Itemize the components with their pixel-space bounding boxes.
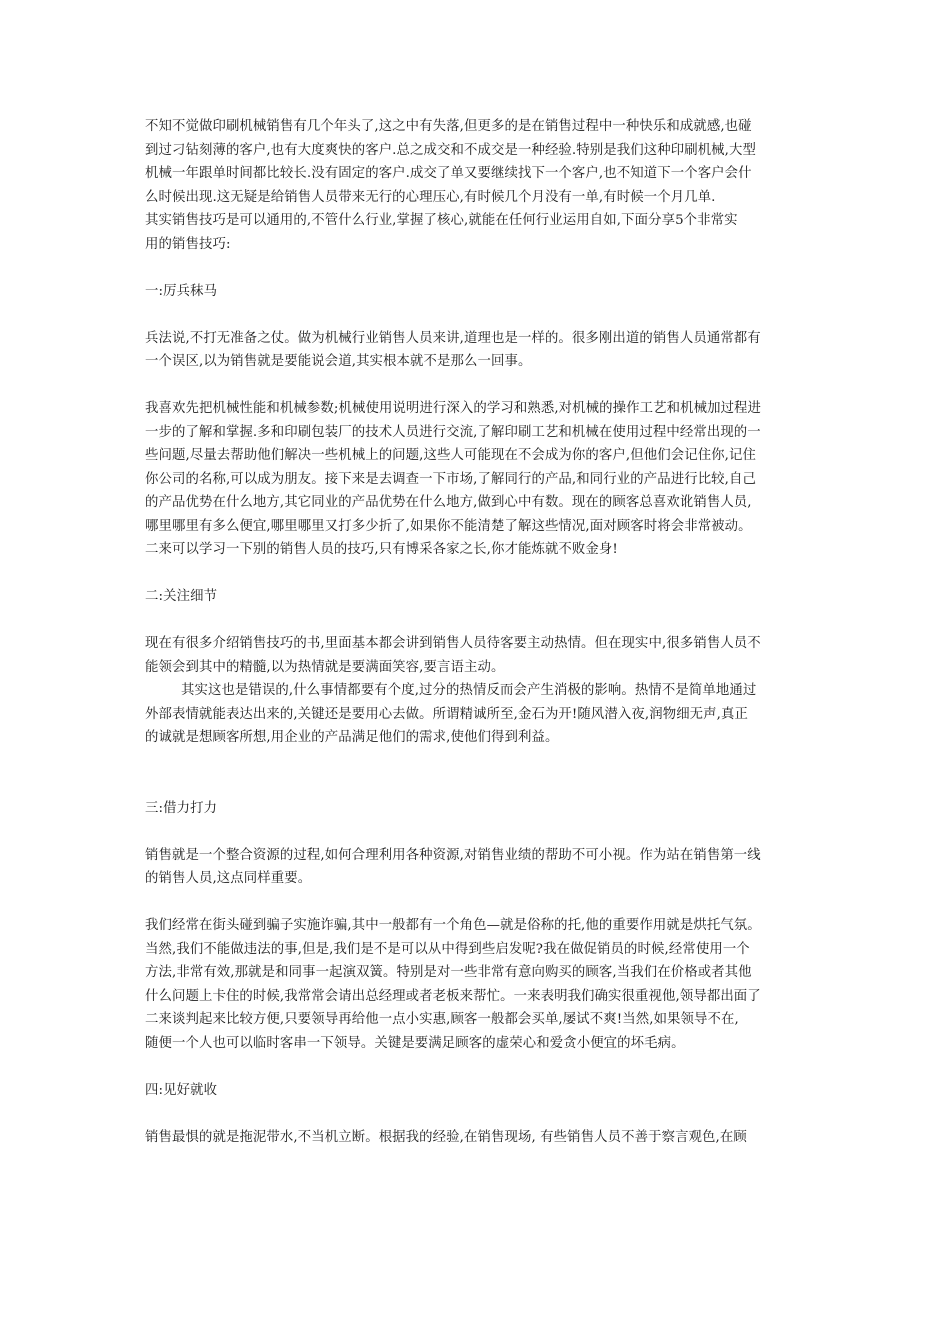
section1-para2-line: 你公司的名称,可以成为朋友。接下来是去调查一下市场,了解同行的产品,和同行业的产品进行比较,自己 xyxy=(145,471,757,487)
section1-para1-line: 一个误区,以为销售就是要能说会道,其实根本就不是那么一回事。 xyxy=(145,354,532,369)
section-heading-1: 一:厉兵秣马 xyxy=(145,283,218,299)
spacer xyxy=(145,820,809,844)
intro-line: 么时候出现.这无疑是给销售人员带来无行的心理压心,有时候几个月没有一单,有时候一个月几单. xyxy=(145,189,716,205)
section3-para1-line: 的销售人员,这点同样重要。 xyxy=(145,871,312,886)
section3-para2-line: 方法,非常有效,那就是和同事一起演双簧。特别是对一些非常有意向购买的顾客,当我们在价格或者其他 xyxy=(145,965,752,980)
section1-para2-line: 二来可以学习一下别的销售人员的技巧,只有博采各家之长,你才能炼就不败金身! xyxy=(145,542,618,557)
spacer xyxy=(145,256,809,280)
section3-para1-line: 销售就是一个整合资源的过程,如何合理利用各种资源,对销售业绩的帮助不可小视。作为站在销售第一线 xyxy=(145,847,761,863)
spacer xyxy=(145,562,809,586)
spacer xyxy=(145,891,809,915)
section-heading-4: 四:见好就收 xyxy=(145,1082,218,1098)
spacer xyxy=(145,303,809,327)
section3-para2-line: 我们经常在街头碰到骗子实施诈骗,其中一般都有一个角色—就是俗称的托,他的重要作用就是烘托气氛。 xyxy=(145,918,761,933)
section-heading-3: 三:借力打力 xyxy=(145,800,218,816)
section2-para2-first-line: 其实这也是错误的,什么事情都要有个度,过分的热情反而会产生消极的影响。热情不是简单地通过 xyxy=(181,683,757,698)
intro-line: 机械一年跟单时间都比较长.没有固定的客户.成交了单又要继续找下一个客户,也不知道下一个客户会什 xyxy=(145,166,752,181)
section2-para1-line: 能领会到其中的精髓,以为热情就是要满面笑容,要言语主动。 xyxy=(145,659,505,675)
spacer xyxy=(145,374,809,398)
intro-line: 用的销售技巧: xyxy=(145,236,231,252)
section2-para2-line: 的诚就是想顾客所想,用企业的产品满足他们的需求,使他们得到利益。 xyxy=(145,730,559,745)
section1-para1-line: 兵法说,不打无准备之仗。做为机械行业销售人员来讲,道理也是一样的。很多刚出道的销售人员通常都有 xyxy=(145,330,761,346)
spacer xyxy=(145,1102,809,1126)
section2-para1-line: 现在有很多介绍销售技巧的书,里面基本都会讲到销售人员待客要主动热情。但在现实中,很多销售人员不 xyxy=(145,636,761,651)
intro-line: 其实销售技巧是可以通用的,不管什么行业,掌握了核心,就能在任何行业运用自如,下面分享5个非常实 xyxy=(145,213,738,228)
section3-para2-line: 当然,我们不能做违法的事,但是,我们是不是可以从中得到些启发呢?我在做促销员的时候,经常使用一个 xyxy=(145,941,750,957)
section3-para2-line: 随便一个人也可以临时客串一下领导。关键是要满足顾客的虚荣心和爱贪小便宜的坏毛病。 xyxy=(145,1035,685,1051)
spacer xyxy=(145,1055,809,1079)
section4-para1-line: 销售最惧的就是拖泥带水,不当机立断。根据我的经验,在销售现场, 有些销售人员不善于察言观色,在顾 xyxy=(145,1129,747,1145)
section1-para2-line: 我喜欢先把机械性能和机械参数;机械使用说明进行深入的学习和熟悉,对机械的操作工艺和机械加过程进 xyxy=(145,401,762,416)
section1-para2-line: 的产品优势在什么地方,其它同业的产品优势在什么地方,做到心中有数。现在的顾客总喜欢讹销售人员, xyxy=(145,495,752,510)
section3-para2-line: 什么问题上卡住的时候,我常常会请出总经理或者老板来帮忙。一来表明我们确实很重视他,领导都出面了 xyxy=(145,988,761,1004)
section1-para2-line: 哪里哪里有多么便宜,哪里哪里又打多少折了,如果你不能清楚了解这些情况,面对顾客时将会非常被动。 xyxy=(145,518,752,534)
intro-line: 不知不觉做印刷机械销售有几个年头了,这之中有失落,但更多的是在销售过程中一种快乐和成就感,也碰 xyxy=(145,119,752,134)
intro-line: 到过刁钻刻薄的客户,也有大度爽快的客户.总之成交和不成交是一种经验.特别是我们这种印刷机械,大型 xyxy=(145,142,757,158)
section1-para2-line: 些问题,尽量去帮助他们解决一些机械上的问题,这些人可能现在不会成为你的客户,但他们会记住你,记住 xyxy=(145,448,757,463)
document-body xyxy=(145,115,809,1149)
section3-para2-line: 二来谈判起来比较方便,只要领导再给他一点小实惠,顾客一般都会买单,屡试不爽!当然,如果领导不在, xyxy=(145,1012,739,1027)
section-heading-2: 二:关注细节 xyxy=(145,589,218,604)
spacer xyxy=(145,750,809,797)
section1-para2-line: 一步的了解和掌握.多和印刷包装厂的技术人员进行交流,了解印刷工艺和机械在使用过程中经常出现的一 xyxy=(145,424,761,440)
section2-para2-line: 外部表情就能表达出来的,关键还是要用心去做。所谓精诚所至,金石为开!随风潜入夜,润物细无声,真正 xyxy=(145,706,749,722)
spacer xyxy=(145,609,809,633)
